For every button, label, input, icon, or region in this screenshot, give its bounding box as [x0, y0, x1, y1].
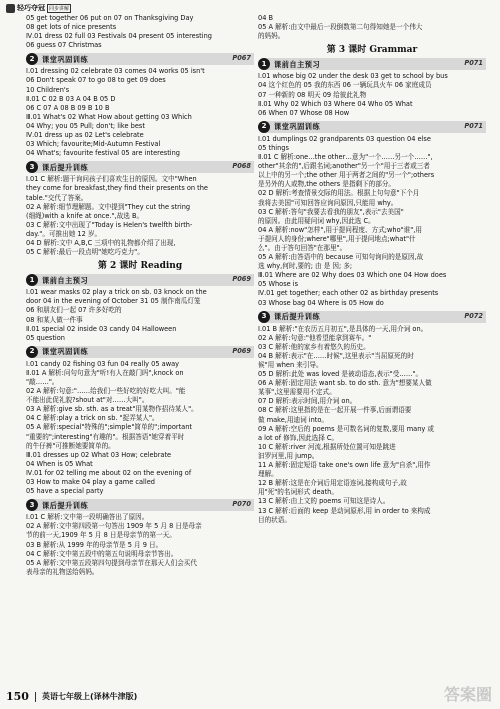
- text-line: 04 What's; favourite festival 05 are interesting: [26, 149, 180, 158]
- section-number: 1: [258, 58, 270, 70]
- section-number: 1: [26, 274, 38, 286]
- text-line: 03 C 解析:答句"我要去看我的朋友",表示"去美国": [258, 207, 404, 216]
- text-line: 05 A 解析:由答语中的 because 可知句询问的是原因,故: [258, 253, 424, 262]
- text-line: 02 A 解析:句意:"……给我们一些好吃的好吃大叫。"能: [26, 387, 186, 396]
- text-line: 05 C 解析:最后一段点明"她吃巧克力"。: [26, 248, 144, 257]
- text-line: 05 have a special party: [26, 487, 104, 496]
- text-line: Ⅰ.01 C 解析:题干询问孩子们喜欢生日的原因。文中"When: [26, 175, 197, 184]
- brand-logo: [6, 3, 76, 13]
- text-line: 13 C 解析:后面的 keep 是动词原形,用 in order to 来构成: [258, 506, 431, 515]
- text-line: 05 A 解析:文中第五段第四句提到母亲节在那天人们会买代: [26, 558, 197, 567]
- lesson-title-2: 第 2 课时 Reading: [97, 261, 183, 272]
- section-title: 课堂巩固训练: [42, 54, 89, 64]
- text-line: 于提问人的身份;where"哪里",用于提问地点;what"什: [258, 234, 416, 243]
- section-number: 3: [258, 311, 270, 323]
- section-page: P069: [232, 275, 251, 284]
- section-page: P071: [464, 121, 483, 130]
- text-line: 05 D 解析:此处 was loved 是被动语态,表示"受……"。: [258, 370, 423, 379]
- section-header-after-2: [26, 499, 254, 511]
- text-line: 的妈妈。: [258, 32, 285, 41]
- section-page: P071: [464, 59, 483, 68]
- text-line: 02 D 解析:考查情景交际的用法。根据上句句意"下个月: [258, 189, 420, 198]
- book-title: 英语七年级上(译林牛津版): [41, 692, 138, 701]
- text-line: 04 A 解析:now"怎样",用于提问程度、方式;who"谁",用: [258, 225, 422, 234]
- text-line: 目的状语。: [258, 515, 291, 524]
- text-line: 用"死"的名词形式 death。: [258, 488, 338, 497]
- text-line: 03 A 解析:give sb. sth. as a treat"用某物作招待某人"。: [26, 405, 198, 414]
- text-line: 06 Don't speak 07 to go 08 to get 09 does: [26, 76, 166, 85]
- right-section-1-body: [258, 72, 486, 117]
- text-line: 04 C 解析:文中第五段中的第五句说明母亲节答出。: [26, 549, 178, 558]
- text-line: "敲……"。: [26, 378, 59, 386]
- text-line: 08 get lots of nice presents: [26, 23, 117, 32]
- text-line: 我将去美国"可知回答应询问原因,只能用 why。: [258, 198, 398, 207]
- text-line: 么"。由于答句回答"在那里"。: [258, 243, 347, 252]
- left-section-2-body: [26, 175, 254, 257]
- left-section-4-body: [26, 360, 254, 496]
- text-line: 07 D 解析:表示时间,用介词 on。: [258, 397, 357, 406]
- section-page: P067: [232, 54, 251, 63]
- text-line: 03 Which; favourite;Mid-Autumn Festival: [26, 140, 161, 149]
- text-line: 06 guess 07 Christmas: [26, 41, 102, 50]
- section-header-after-1: [26, 161, 254, 173]
- section-header-classroom-1: [26, 53, 254, 65]
- text-line: Ⅳ.01 get together; each other 02 as birthday presents: [258, 289, 439, 298]
- section-header-classroom-3: [258, 121, 486, 133]
- text-line: Ⅱ.01 C 解析:one…the other…意为"一个……另一个……",: [258, 153, 433, 162]
- text-line: Ⅱ.01 special 02 inside 03 candy 04 Halloween: [26, 324, 177, 333]
- text-line: 10 Children's: [26, 85, 70, 94]
- text-line: 理解。: [258, 470, 278, 479]
- page-number: 150: [6, 690, 29, 703]
- text-line: 汩罗河里,用 jump。: [258, 451, 319, 460]
- text-line: 09 A 解析:空后的 poems 是可数名词的复数,要用 many 或: [258, 424, 434, 433]
- right-intro: [258, 14, 486, 41]
- page-footer: [6, 690, 137, 703]
- text-line: 04 Why; you 05 Pull; don't; like best: [26, 121, 145, 130]
- section-header-classroom-2: [26, 346, 254, 358]
- text-line: 04 When is 05 What: [26, 459, 93, 468]
- text-line: 10 C 解析:river 河流,根据所处位置可知是跳进: [258, 442, 396, 451]
- right-section-3-body: [258, 325, 486, 525]
- left-column: [26, 14, 254, 577]
- text-line: 05 question: [26, 333, 65, 342]
- text-line: 03 C 解析:他的家乡有着悠久的历史。: [258, 342, 370, 351]
- text-line: Ⅰ.01 candy 02 fishing 03 fun 04 really 05 away: [26, 359, 180, 368]
- section-title: 课前自主预习: [274, 59, 321, 69]
- text-line: Ⅳ.01 dress 02 full 03 Festivals 04 present 05 interesting: [26, 32, 212, 41]
- left-section-1-body: [26, 67, 254, 158]
- text-line: Ⅱ.01 Why 02 Which 03 Where 04 Who 05 What: [258, 99, 413, 108]
- text-line: Ⅰ.01 B 解析:"在农历五月初五",是具体的一天,用介词 on。: [258, 324, 428, 333]
- text-line: 06 和朋友们一起 07 许多好吃的: [26, 306, 122, 315]
- text-line: Ⅳ.01 for 02 telling me about 02 on the evening of: [26, 468, 192, 477]
- text-line: 的牛仔裤"可推断她要简单的。: [26, 441, 115, 450]
- lesson-title-3: 第 3 课时 Grammar: [326, 45, 418, 56]
- text-line: 节的前一天,1909 年 5 月 8 日是母亲节的第一天。: [26, 531, 176, 540]
- section-title: 课后提升训练: [42, 162, 89, 172]
- text-line: Ⅲ.01 What's 02 What How about getting 03 Which: [26, 112, 192, 121]
- text-line: 12 B 解析:这是在介词后用定语连词,接构成句子,故: [258, 479, 407, 488]
- text-line: 某事",这里需要用不定式。: [258, 388, 336, 397]
- section-header-after-3: [258, 311, 486, 323]
- text-line: 07 一种新的 08 明天 09 给彼此礼物: [258, 90, 367, 99]
- text-line: Ⅰ.01 wear masks 02 play a trick on sb. 03 knock on the: [26, 288, 207, 297]
- section-number: 2: [26, 346, 38, 358]
- section-title: 课堂巩固训练: [274, 122, 321, 132]
- section-number: 2: [26, 53, 38, 65]
- text-line: they come for breakfast,they find their presents on the: [26, 184, 208, 193]
- text-line: 02 A 解析:细节理解题。文中提到"They cut the string: [26, 202, 191, 211]
- text-line: 05 Whose is: [258, 280, 299, 289]
- text-line: day."。可推出她 12 岁。: [26, 229, 102, 238]
- text-line: Ⅰ.01 C 解析:文中第一段明确答出了原因。: [26, 513, 149, 522]
- section-number: 2: [258, 121, 270, 133]
- text-line: 03 C 解析:文中出现了"Today is Helen's twelfth birth-: [26, 220, 193, 229]
- footer-divider: [35, 692, 36, 702]
- brand-tag: 同步讲解: [49, 5, 70, 12]
- text-line: Ⅲ.01 Where are 02 Why does 03 Which one 04 How does: [258, 271, 447, 280]
- text-line: 05 A 解析:由文中最后一段倒数第二句得知她是一个伟大: [258, 23, 423, 32]
- section-title: 课堂巩固训练: [42, 347, 89, 357]
- left-section-5-body: [26, 513, 254, 577]
- brand-icon: [6, 4, 15, 13]
- text-line: 04 B: [258, 14, 274, 22]
- watermark-logo: 答案圈: [443, 685, 492, 704]
- section-page: P068: [232, 162, 251, 171]
- text-line: 05 get together 06 put on 07 on Thanksgiving Day: [26, 14, 194, 22]
- text-line: 04 这个红色的 05 我的东西 06 一辆玩具火车 06 家庭成员: [258, 81, 432, 90]
- left-section-3-body: [26, 288, 254, 343]
- text-line: 做 make,用迪词 into。: [258, 415, 328, 424]
- text-line: Ⅲ.01 dresses up 02 What 03 How; celebrate: [26, 450, 172, 459]
- section-number: 3: [26, 499, 38, 511]
- section-page: P070: [232, 500, 251, 509]
- text-line: Ⅱ.01 C 02 B 03 A 04 B 05 D: [26, 94, 116, 103]
- text-line: 以上中的另一个;the other 用于两者之间的"另一个";others: [258, 171, 435, 180]
- text-line: table."交代了答案。: [26, 193, 88, 202]
- section-title: 课前自主预习: [42, 275, 89, 285]
- text-line: 13 C 解析:由上文的 poems 可知这是诗人。: [258, 497, 390, 506]
- text-line: 03 How to make 04 play a game called: [26, 478, 155, 487]
- text-line: 05 things: [258, 143, 289, 152]
- text-line: Ⅱ.01 A 解析:问句句意为"听!有人在敲门吗",knock on: [26, 368, 184, 377]
- text-line: 08 C 解析:这里指的是在一起开展一件事,后面谓语要: [258, 406, 412, 415]
- text-line: 03 B 解析:从 1999 年的母亲节是 5 月 9 日。: [26, 540, 163, 549]
- text-line: (细绳)with a knife at once.",故选 B。: [26, 211, 144, 220]
- text-line: door 04 in the evening of October 31 05 制作南瓜灯笼: [26, 297, 201, 306]
- section-header-preview-3: [258, 58, 486, 70]
- section-title: 课后提升训练: [274, 312, 321, 322]
- text-line: 03 Whose bag 04 Where is 05 How do: [258, 298, 384, 307]
- section-page: P072: [464, 311, 483, 320]
- section-number: 3: [26, 161, 38, 173]
- text-line: 04 D 解析:文中 A,B,C 三项中的礼物都介绍了出现,: [26, 238, 176, 247]
- text-line: "重要的";interesting"有趣的"。根据答语"她穿着平时: [26, 432, 185, 441]
- text-line: 02 A 解析:句意:"他希望能拿到赛车。": [258, 333, 372, 342]
- text-line: Ⅰ.01 whose big 02 under the desk 03 get to school by bus: [258, 72, 448, 81]
- text-line: 不能出此促礼貌?shout at"对……大叫"。: [26, 396, 149, 405]
- section-page: P069: [232, 346, 251, 355]
- text-line: other"其余的",后跟名词;another"另一个"用于三者或三者: [258, 162, 430, 171]
- text-line: 02 A 解析:文中第四段第一句答出 1909 年 5 月 8 日是母亲: [26, 522, 202, 531]
- text-line: Ⅰ.01 dumplings 02 grandparents 03 question 04 else: [258, 134, 431, 143]
- text-line: 的原因。由此用疑问词 why,因此选 C。: [258, 216, 375, 225]
- text-line: 06 A 解析:固定用法 want sb. to do sth. 意为"想要某人做: [258, 379, 432, 388]
- text-line: Ⅳ.01 dress up as 02 Let's celebrate: [26, 131, 144, 140]
- text-line: 选 why,何时,要的; 由 是 因; 多;: [258, 262, 353, 271]
- text-line: 06 When 07 Whose 08 How: [258, 108, 350, 117]
- text-line: Ⅰ.01 dressing 02 celebrate 03 comes 04 works 05 isn't: [26, 67, 205, 76]
- section-header-preview-2: [26, 274, 254, 286]
- text-line: 04 B 解析:表示"在……时候",这里表示"当屈原死的时: [258, 351, 414, 360]
- text-line: 08 和某人做一件事: [26, 315, 83, 324]
- text-line: 表母亲的礼物送给妈妈。: [26, 567, 99, 576]
- text-line: 05 A 解析:special"特殊的";simple"简单的";important: [26, 423, 192, 432]
- text-line: a lot of 修饰,因此选择 C。: [258, 433, 339, 442]
- left-intro: [26, 14, 254, 50]
- text-line: 11 A 解析:固定短语 take one's own life 意为"自杀",用作: [258, 461, 431, 470]
- text-line: 是另外的人或物,the others 是指剩下的部分。: [258, 180, 396, 189]
- text-line: 04 C 解析:play a trick on sb. "捉弄某人"。: [26, 414, 159, 423]
- text-line: 06 C 07 A 08 B 09 B 10 B: [26, 103, 110, 112]
- brand-name: 轻巧夺冠: [17, 4, 45, 12]
- text-line: 候"用 when 来引导。: [258, 361, 323, 369]
- right-column: [258, 14, 486, 525]
- section-title: 课后提升训练: [42, 500, 89, 510]
- right-section-2-body: [258, 135, 486, 308]
